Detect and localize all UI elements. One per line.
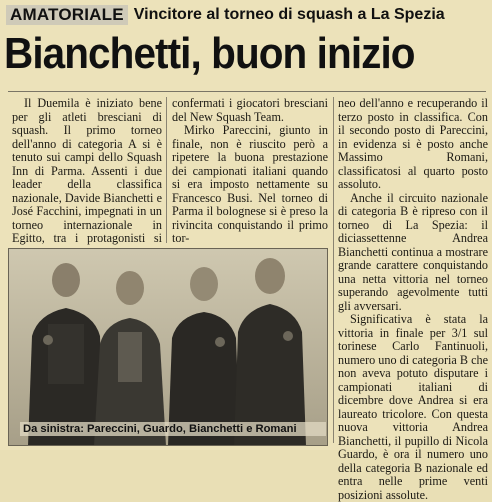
kicker [6, 4, 445, 26]
article-column-3 [338, 97, 488, 502]
article-paragraph: Anche il circuito nazionale di categoria B è ripreso con il torneo di La Spezia: il diciassettenne Andrea Bianchetti continua a mostrare grande carattere conquistando una netta vittoria nel torneo superando agevolmente tutti gli avversari. [338, 190, 488, 313]
photo-frame [8, 248, 328, 446]
article-paragraph: Mirko Pareccini, giunto in finale, non è riuscito però a ripetere la buona prestazione dei campionati italiani quando si era imposto nettamente su Francesco Busi. Nel torneo di Parma il bolognese si è preso la rivincita conquistando il primo tor- [172, 123, 328, 245]
article-paragraph: neo dell'anno e recuperando il terzo posto in classifica. Con il secondo posto di Pareccini, in evidenza si è posto anche Massimo Romani, classificatosi al quarto posto assoluto. [338, 96, 488, 191]
article-paragraph: Il Duemila è iniziato bene per gli atleti bresciani di squash. Il primo torneo dell'anno di categoria A si è tenuto sui campi dello Squash Inn di Parma. Assenti i due leader della classifica nazionale, Davide Bianchetti e José Facchini, impegnati in un torneo internazionale in Egitto, tra i protagonisti si [12, 96, 162, 245]
team-photo [8, 248, 328, 446]
article-column-2 [172, 97, 328, 246]
section-tag: AMATORIALE [6, 5, 128, 25]
photo-caption: Da sinistra: Pareccini, Guardo, Bianchetti e Romani [20, 422, 326, 436]
article-column-1 [12, 97, 162, 259]
column-divider [333, 97, 334, 443]
article-paragraph: Significativa è stata la vittoria in finale per 3/1 sul torinese Carlo Fantinuoli, numero uno di categoria B che non aveva potuto disputare i campionati italiani di dicembre dove Andrea si era laureato tricolore. Con questa nuova vittoria Andrea Bianchetti, il pupillo di Nicola Guardo, è ora il numero uno della categoria B nazionale ed entra nelle prime venti posizioni assolute. [338, 312, 488, 502]
headline: Bianchetti, buon inizio [4, 29, 415, 78]
kicker-text: Vincitore al torneo di squash a La Spezia [133, 6, 445, 23]
headline-rule [8, 91, 486, 92]
column-divider [166, 97, 167, 243]
article-paragraph: confermati i giocatori bresciani del New Squash Team. [172, 96, 328, 124]
